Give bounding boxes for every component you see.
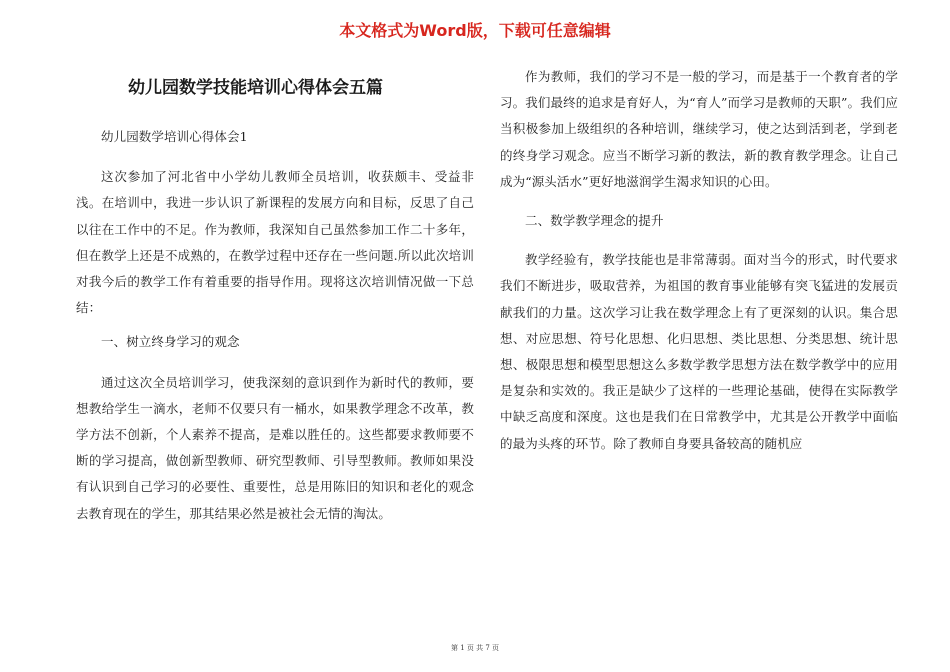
heading-lifelong-learning: 一、树立终身学习的观念	[101, 334, 240, 350]
right-column	[500, 64, 898, 457]
left-column	[76, 64, 474, 527]
paragraph-math-concepts: 教学经验有，教学技能也是非常薄弱。面对当今的形式，时代要求我们不断进步，吸取营养，为祖国的教育事业能够有突飞猛进的发展贡献我们的力量。这次学习让我在数学理念上有了更深刻的认识。集合思想、对应思想、符号化思想、化归思想、类比思想、分类思想、统计思想、极限思想和模型思想这么多数学教学思想方法在数学教学中的应用是复杂和实效的。我正是缺少了这样的一些理论基础，使得在实际教学中缺乏高度和深度。这也是我们在日常教学中，尤其是公开教学中面临的最为头疼的环节。除了教师自身要具备较高的随机应	[500, 252, 898, 451]
word-format-banner: 本文格式为Word版，下载可任意编辑	[339, 21, 611, 40]
document-title: 幼儿园数学技能培训心得体会五篇	[128, 78, 383, 98]
paragraph-lifelong-learning: 通过这次全员培训学习，使我深刻的意识到作为新时代的教师，要想教给学生一滴水，老师不仅要只有一桶水，如果教学理念不改革，教学方法不创新，个人素养不提高，是难以胜任的。这些都要求教师要不断的学习提高，做创新型教师、研究型教师、引导型教师。教师如果没有认识到自己学习的必要性、重要性，总是用陈旧的知识和老化的观念去教育现在的学生，那其结果必然是被社会无情的淘汰。	[76, 374, 474, 521]
paragraph-intro: 这次参加了河北省中小学幼儿教师全员培训，收获颇丰、受益非浅。在培训中，我进一步认识了新课程的发展方向和目标，反思了自己以往在工作中的不足。作为教师，我深知自己虽然参加工作二十多年，但在教学上还是不成熟的，在教学过程中还存在一些问题.所以此次培训对我今后的教学工作有着重要的指导作用。现将这次培训情况做一下总结：	[76, 169, 474, 316]
page-number: 第 1 页 共 7 页	[450, 644, 500, 652]
heading-math-concepts: 二、数学教学理念的提升	[525, 213, 664, 229]
section-heading-1: 幼儿园数学培训心得体会1	[101, 129, 248, 144]
paragraph-teacher-learning: 作为教师，我们的学习不是一般的学习，而是基于一个教育者的学习。我们最终的追求是育好人，为“育人”而学习是教师的天职”。我们应当积极参加上级组织的各种培训，继续学习，使之达到活到老，学到老的终身学习观念。应当不断学习新的教法，新的教育教学理念。让自己成为“源头活水”更好地滋润学生渴求知识的心田。	[500, 69, 898, 189]
